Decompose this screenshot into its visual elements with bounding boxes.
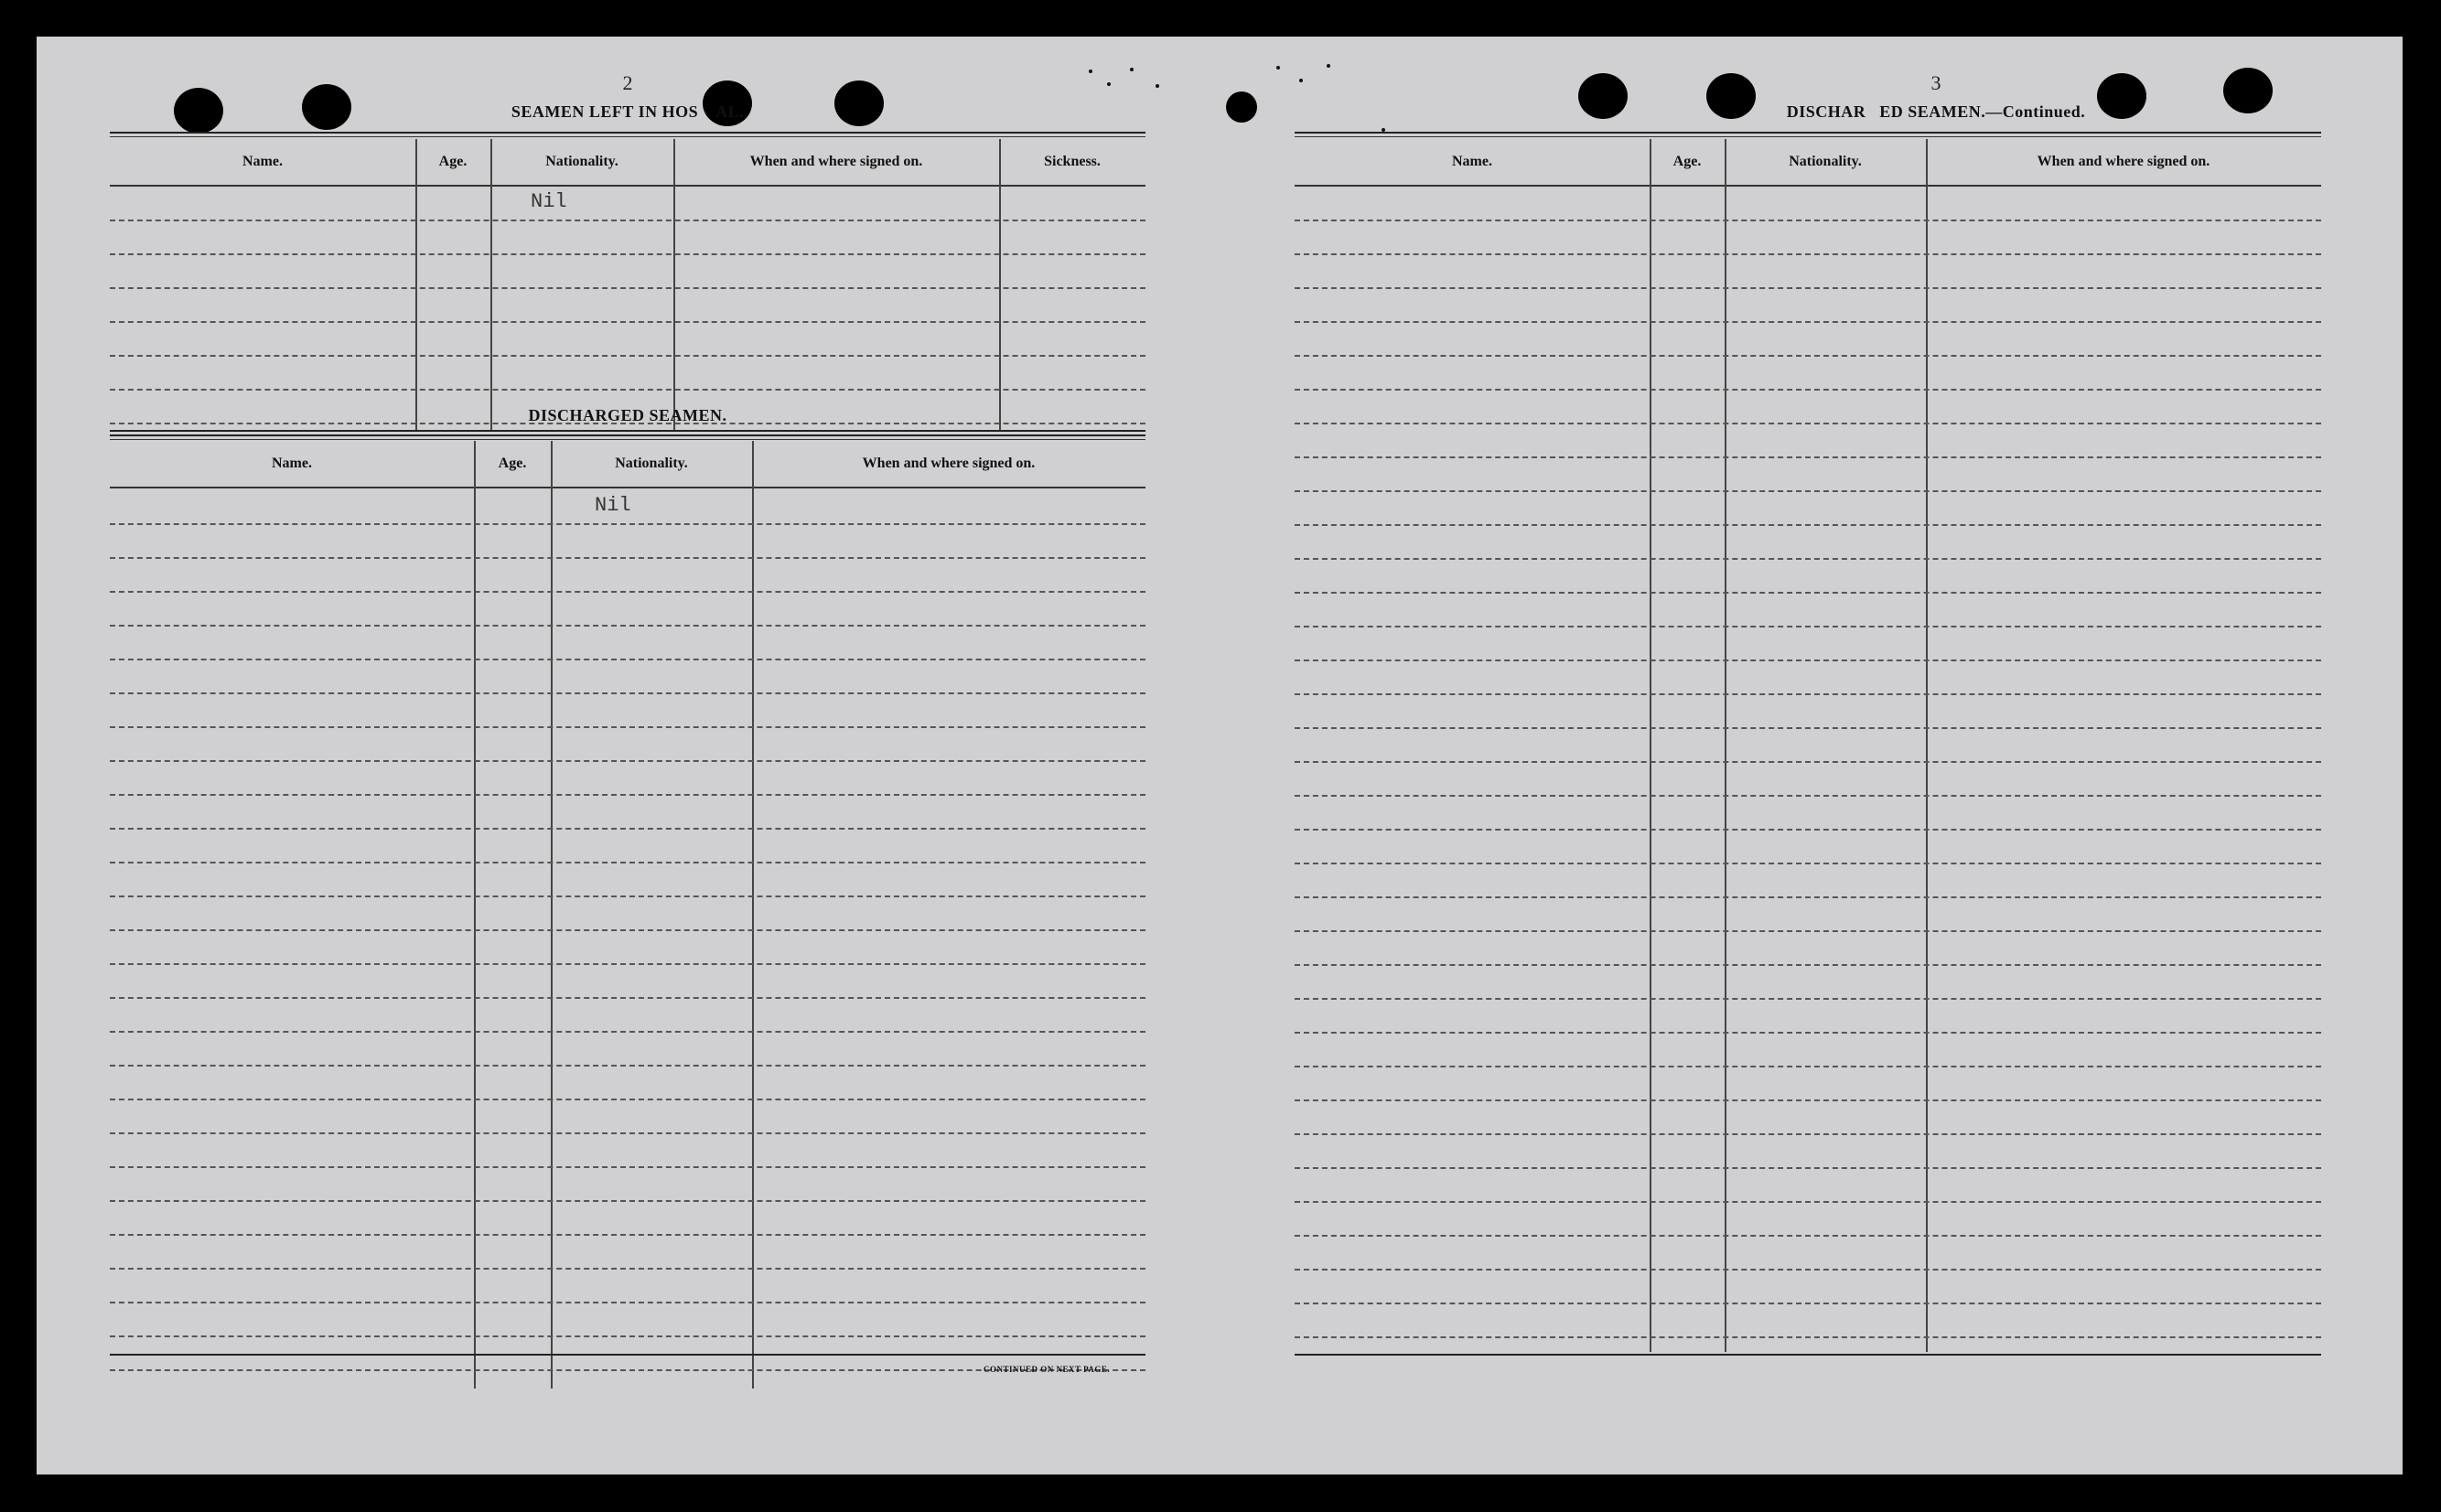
row-rule — [1295, 998, 2321, 1000]
row-rule — [110, 523, 1145, 525]
row-rule — [110, 895, 1145, 897]
row-rule — [110, 1065, 1145, 1067]
row-rule — [110, 929, 1145, 931]
row-rule — [110, 828, 1145, 830]
column-divider — [999, 139, 1001, 432]
row-rule — [110, 659, 1145, 660]
row-rule — [1295, 524, 2321, 526]
row-rule — [110, 1302, 1145, 1303]
row-rule — [1295, 1099, 2321, 1101]
table-header — [110, 441, 1145, 488]
hospital-table — [110, 139, 1145, 435]
row-rule — [1295, 829, 2321, 831]
header-age: Age. — [438, 154, 468, 169]
ledger-sheet — [37, 37, 2403, 1474]
header-sickness: Sickness. — [1044, 154, 1101, 169]
row-rule — [1295, 456, 2321, 458]
row-rule — [1295, 253, 2321, 255]
page-number: 3 — [1930, 71, 1941, 94]
row-rule — [1295, 930, 2321, 932]
row-rule — [110, 1234, 1145, 1236]
row-rule — [110, 1031, 1145, 1033]
row-rule — [1295, 1167, 2321, 1169]
row-rule — [1295, 389, 2321, 391]
header-name: Name. — [272, 456, 312, 471]
row-rule — [110, 321, 1145, 323]
discharged-table — [110, 441, 1145, 1392]
punch-hole — [1226, 91, 1257, 123]
row-rule — [1295, 761, 2321, 763]
row-rule — [1295, 1066, 2321, 1067]
row-rule — [110, 625, 1145, 627]
column-divider — [474, 441, 476, 1389]
speck — [1276, 66, 1280, 70]
row-rule — [1295, 964, 2321, 966]
row-rule — [110, 726, 1145, 728]
hospital-section-title: SEAMEN LEFT IN HOS AL. — [511, 102, 745, 121]
bottom-rule — [110, 1354, 1145, 1356]
header-name: Name. — [1452, 154, 1492, 169]
row-rule — [1295, 423, 2321, 424]
row-rule — [1295, 1201, 2321, 1203]
continued-note: CONTINUED ON NEXT PAGE. — [984, 1365, 1111, 1374]
row-rule — [1295, 659, 2321, 661]
row-rule — [1295, 795, 2321, 797]
row-rule — [1295, 693, 2321, 695]
row-rule — [110, 1132, 1145, 1134]
header-nationality: Nationality. — [545, 154, 618, 169]
header-age: Age. — [1672, 154, 1702, 169]
title-rule — [110, 132, 1145, 137]
row-rule — [1295, 592, 2321, 594]
right-page — [1295, 37, 2321, 1474]
section-rule — [110, 434, 1145, 440]
column-divider — [490, 139, 492, 432]
row-rule — [1295, 1133, 2321, 1135]
header-signed-on: When and where signed on. — [749, 154, 923, 169]
row-rule — [1295, 626, 2321, 627]
row-rule — [110, 287, 1145, 289]
row-rule — [1295, 287, 2321, 289]
row-rule — [110, 355, 1145, 357]
row-rule — [110, 794, 1145, 796]
table-header — [110, 139, 1145, 187]
column-divider — [752, 441, 754, 1389]
discharged-continued-title: DISCHAR ED SEAMEN.—Continued. — [1786, 102, 2086, 121]
left-page — [110, 37, 1145, 1474]
column-divider — [673, 139, 675, 432]
row-rule — [1295, 220, 2321, 221]
table-header — [1295, 139, 2321, 187]
row-rule — [110, 862, 1145, 863]
row-rule — [1295, 727, 2321, 729]
header-age: Age. — [498, 456, 527, 471]
row-rule — [110, 253, 1145, 255]
discharged-section-title: DISCHARGED SEAMEN. — [528, 406, 727, 424]
header-nationality: Nationality. — [615, 456, 688, 471]
row-rule — [1295, 321, 2321, 323]
column-divider — [551, 441, 553, 1389]
row-rule — [110, 692, 1145, 694]
row-rule — [1295, 1336, 2321, 1338]
row-rule — [1295, 1269, 2321, 1271]
row-rule — [110, 591, 1145, 593]
row-rule — [1295, 355, 2321, 357]
header-nationality: Nationality. — [1789, 154, 1862, 169]
header-name: Name. — [242, 154, 283, 169]
title-rule — [1295, 132, 2321, 137]
row-rule — [110, 1335, 1145, 1337]
page-number: 2 — [622, 71, 633, 94]
row-rule — [1295, 490, 2321, 492]
row-rule — [110, 557, 1145, 559]
nationality-entry: Nil — [531, 190, 567, 213]
speck — [1156, 84, 1159, 88]
header-signed-on: When and where signed on. — [862, 456, 1036, 471]
row-rule — [110, 997, 1145, 999]
nationality-entry: Nil — [595, 494, 631, 517]
row-rule — [110, 1166, 1145, 1168]
row-rule — [110, 389, 1145, 391]
row-rule — [110, 1200, 1145, 1202]
row-rule — [1295, 896, 2321, 898]
discharged-continued-table — [1295, 139, 2321, 1392]
row-rule — [110, 963, 1145, 965]
row-rule — [110, 220, 1145, 221]
row-rule — [110, 1268, 1145, 1270]
row-rule — [1295, 1235, 2321, 1237]
column-divider — [415, 139, 417, 432]
row-rule — [110, 760, 1145, 762]
row-rule — [1295, 863, 2321, 864]
header-signed-on: When and where signed on. — [2037, 154, 2210, 169]
row-rule — [1295, 1032, 2321, 1034]
row-rule — [110, 1099, 1145, 1100]
row-rule — [1295, 558, 2321, 560]
row-rule — [1295, 1303, 2321, 1304]
bottom-rule — [1295, 1354, 2321, 1356]
